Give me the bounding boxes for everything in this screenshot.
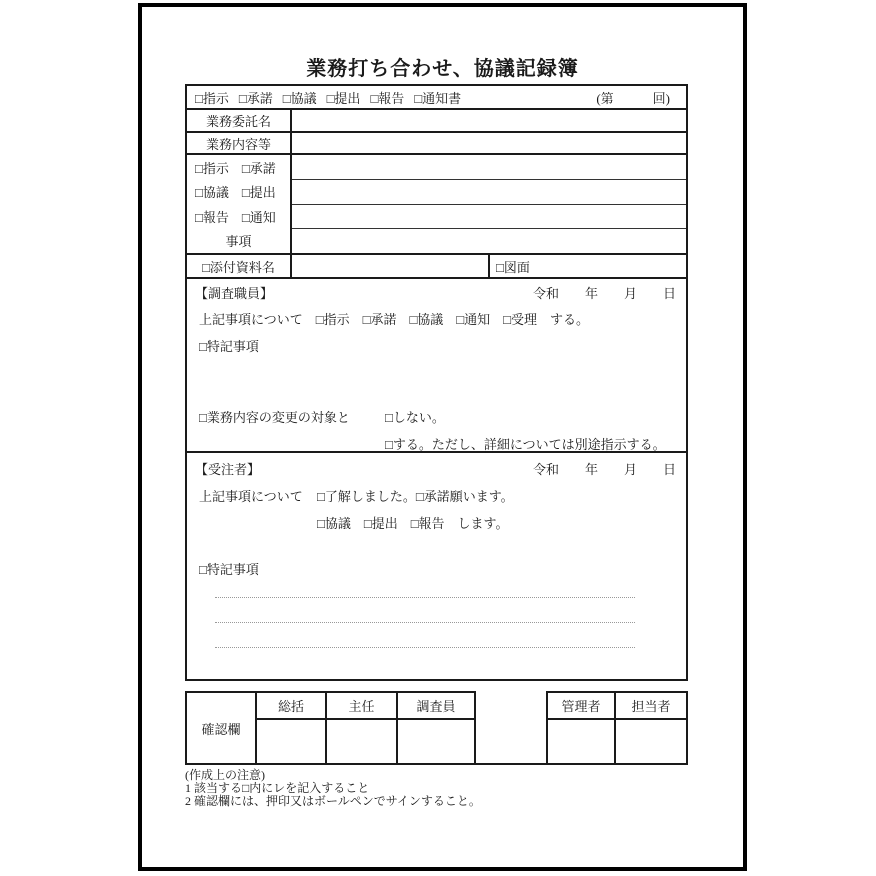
checkbox-shiji: □指示 <box>195 90 229 106</box>
checkbox-kyogi: □協議 <box>282 90 317 106</box>
attachment-row <box>187 255 686 279</box>
header-soukatsu: 総括 <box>257 693 327 720</box>
header-kanrisha: 管理者 <box>548 693 616 720</box>
page-title: 業務打ち合わせ、協議記録簿 <box>306 58 579 80</box>
contract-name-input-cell <box>292 110 686 131</box>
contractor-section <box>187 453 686 679</box>
footer-note-2: 2 確認欄には、押印又はボールペンでサインすること。 <box>185 794 481 808</box>
footer-heading: (作成上の注意) <box>185 768 265 782</box>
header-tantosha: 担当者 <box>616 693 686 720</box>
surveyor-section <box>187 279 686 453</box>
category-line-1: □指示 □承諾 <box>195 160 276 176</box>
work-detail-row <box>187 133 686 155</box>
surveyor-notes-label: □特記事項 <box>199 339 259 354</box>
header-chosain: 調査員 <box>398 693 474 720</box>
contract-name-label: 業務委託名 <box>187 110 292 131</box>
contract-name-row <box>187 110 686 133</box>
attachment-label: □添付資料名 <box>187 255 292 277</box>
stamp-cell-tantosha <box>616 720 686 763</box>
surveyor-action-line: 上記事項について □指示 □承諾 □協議 □通知 □受理 する。 <box>199 312 590 327</box>
stamp-cell-soukatsu <box>257 720 327 763</box>
change-subject-label: □業務内容の変更の対象と <box>199 410 350 425</box>
attachment-input-cell <box>292 255 490 277</box>
contractor-line2-options: □協議 □提出 □報告 します。 <box>317 516 509 531</box>
entry-row-1 <box>292 155 686 180</box>
write-line-1 <box>215 597 635 598</box>
header-shunin: 主任 <box>327 693 398 720</box>
doc-type-row <box>187 86 686 110</box>
change-option-yes: □する。ただし、詳細については別途指示する。 <box>385 437 666 452</box>
document-page <box>138 3 747 871</box>
surveyor-heading: 【調査職員】 <box>195 286 274 301</box>
confirmation-table <box>185 691 688 765</box>
change-option-no: □しない。 <box>385 410 445 425</box>
confirmation-right-group <box>546 691 688 763</box>
checkbox-tsuchisho: □通知書 <box>414 90 462 106</box>
category-line-3: □報告 □通知 <box>195 209 276 225</box>
contractor-date-fields: 令和 年 月 日 <box>533 462 677 477</box>
category-line-2: □協議 □提出 <box>195 185 276 201</box>
contractor-heading: 【受注者】 <box>195 462 261 477</box>
stamp-cell-chosain <box>398 720 474 763</box>
surveyor-date-fields: 令和 年 月 日 <box>533 286 677 301</box>
contractor-line1-prefix: 上記事項について <box>199 489 303 504</box>
drawing-label: □図面 <box>496 259 530 275</box>
checkbox-hokoku: □報告 <box>370 90 405 106</box>
stamp-cell-kanrisha <box>548 720 616 763</box>
contractor-line1-options: □了解しました。□承諾願います。 <box>317 489 514 504</box>
contractor-notes-label: □特記事項 <box>199 562 259 577</box>
category-label-cell <box>187 155 292 253</box>
category-line-jiko: 事項 <box>225 234 252 250</box>
write-line-3 <box>215 647 635 648</box>
category-entry-cells <box>292 155 686 253</box>
entry-row-2 <box>292 180 686 205</box>
round-counter: (第 回) <box>596 90 670 106</box>
work-detail-input-cell <box>292 133 686 153</box>
confirmation-row-label: 確認欄 <box>187 693 257 763</box>
entry-row-4 <box>292 229 686 253</box>
stamp-cell-shunin <box>327 720 398 763</box>
footer-note-1: 1 該当する□内にレを記入すること <box>185 781 370 795</box>
main-form-table <box>185 84 688 681</box>
category-section <box>187 155 686 255</box>
checkbox-shodaku: □承諾 <box>238 90 273 106</box>
work-detail-label: 業務内容等 <box>187 133 292 153</box>
checkbox-teishutsu: □提出 <box>326 90 361 106</box>
footer-notes <box>185 769 481 808</box>
confirmation-left-group <box>185 691 476 763</box>
write-line-2 <box>215 622 635 623</box>
entry-row-3 <box>292 205 686 230</box>
